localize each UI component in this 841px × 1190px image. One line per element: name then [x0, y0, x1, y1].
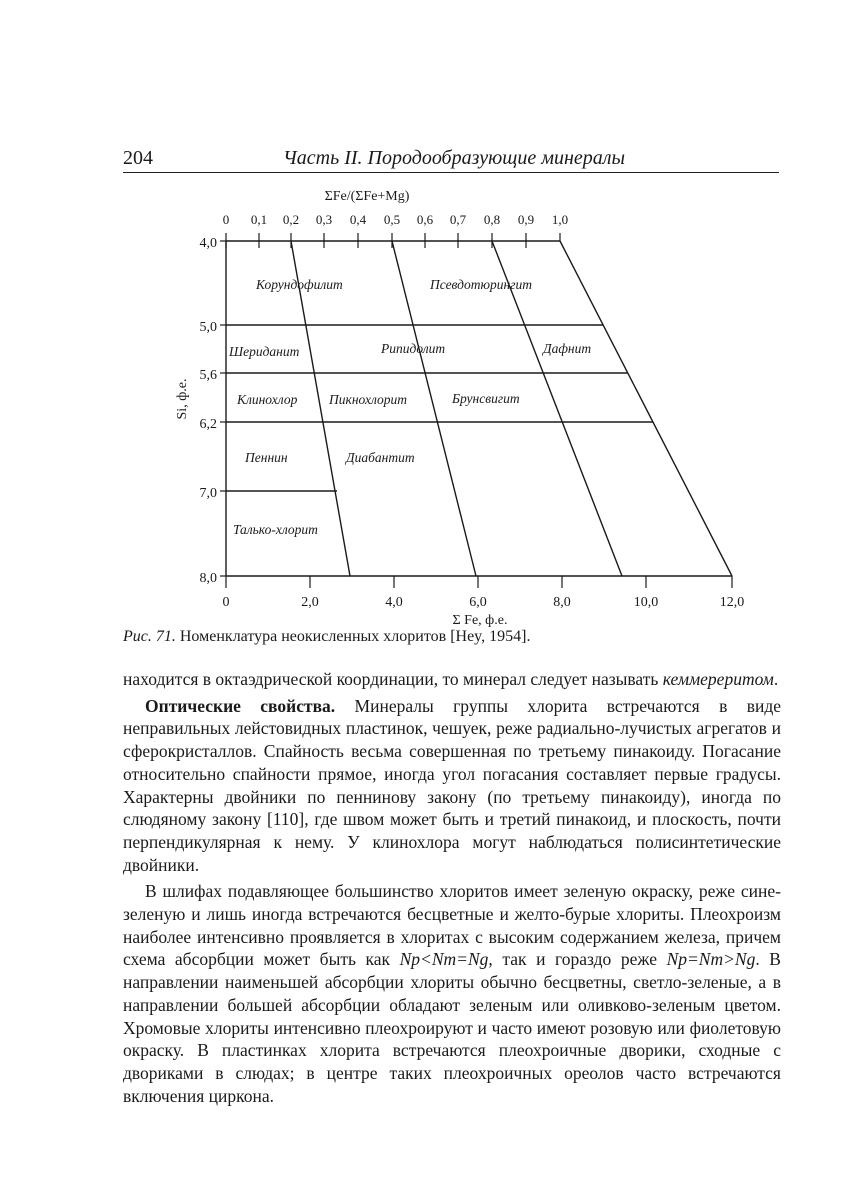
top-tick-label: 0,8	[483, 212, 501, 227]
running-title: Часть II. Породообразующие минералы	[283, 147, 626, 169]
top-axis-tick-labels	[223, 212, 568, 227]
field-label-brunsvigit: Брунсвигит	[452, 391, 520, 406]
top-tick-label: 0	[222, 212, 230, 227]
field-label-sheridanit: Шериданит	[229, 344, 300, 359]
top-tick-label: 0,4	[349, 212, 367, 227]
y-tick-label: 7,0	[199, 486, 217, 501]
figure-caption-text: Номенклатура неокисленных хлоритов [Hey, 1954].	[175, 628, 531, 645]
y-tick-label: 8,0	[199, 571, 217, 586]
paragraph-text: .	[773, 669, 779, 689]
y-tick-label: 6,2	[199, 417, 217, 432]
paragraph-text: В шлифах подавляющее большинство хлоритов имеет зеленую окраску, реже сине-зеленую и лишь иногда встречаются бесцветные и желто-бурые хлориты. Плеохроизм наиболее интенсивно проявляется в хлоритах с высоким содержанием железа, причем схема абсорбции может быть как	[123, 881, 781, 970]
page-number: 204	[123, 147, 153, 169]
x-tick-label: 12,0	[719, 595, 745, 610]
field-label-korundofilit: Корундофилит	[256, 277, 343, 292]
top-tick-label: 0,7	[449, 212, 467, 227]
y-axis-title: Si, ф.е.	[175, 378, 190, 420]
paragraph-1	[123, 668, 781, 691]
x-tick-label: 0	[222, 595, 230, 610]
field-label-klinokhlor: Клинохлор	[237, 392, 298, 407]
y-tick-label: 5,6	[199, 368, 217, 383]
field-label-ripidolit: Рипидолит	[381, 341, 446, 356]
x-tick-label: 10,0	[633, 595, 659, 610]
x-tick-label: 6,0	[469, 595, 487, 610]
paragraph-pleochroism	[123, 880, 781, 1107]
paragraph-text: , так и гораздо реже	[488, 949, 667, 970]
top-tick-label: 0,2	[282, 212, 300, 227]
x-tick-label: 8,0	[553, 595, 571, 610]
field-label-piknokhlorit: Пикнохлорит	[329, 392, 408, 407]
x-axis-ticks	[226, 576, 732, 588]
y-tick-label: 4,0	[199, 236, 217, 251]
top-tick-label: 1,0	[551, 212, 569, 227]
paragraph-optical-properties	[123, 695, 781, 877]
top-tick-label: 0,3	[315, 212, 333, 227]
field-label-dafnit: Дафнит	[543, 341, 592, 356]
formula: Np=Nm>Ng	[666, 949, 756, 970]
field-label-pennin: Пеннин	[245, 450, 288, 465]
x-tick-label: 2,0	[301, 595, 319, 610]
figure-label: Рис. 71.	[123, 628, 176, 645]
paragraph-text: находится в октаэдрической координации, то минерал следует называть	[123, 669, 663, 689]
section-heading: Оптические свойства.	[145, 695, 336, 716]
x-axis-title: Σ Fe, ф.е.	[452, 613, 508, 628]
x-axis-tick-labels	[223, 595, 745, 610]
field-label-talko-khlorit: Талько-хлорит	[233, 522, 318, 537]
x-tick-label: 4,0	[385, 595, 403, 610]
figure-caption	[123, 628, 530, 646]
top-tick-label: 0,6	[416, 212, 434, 227]
field-label-psevdoturingit: Псевдотюрингит	[430, 277, 532, 292]
field-label-diabantit: Диабантит	[346, 450, 415, 465]
field-labels	[228, 277, 591, 537]
term-kemmererit: кеммереритом	[662, 669, 774, 689]
paragraph-text: Минералы группы хлорита встречаются в виде неправильных лейстовидных пластинок, чешуек, реже радиально-лучистых агрегатов и сферокристаллов. Спайность весьма совершенная по третьему пинакоиду. Погасание относительно спайности прямое, иногда угол погасания составляет первые градусы. Характерны двойники по пеннинову закону (по третьему пинакоиду), иногда по слюдяному закону [110], где швом может быть и третий пинакоид, и плоскость, почти перпендикулярная к нему. У клинохлора могут наблюдаться полисинтетические двойники.	[123, 695, 782, 875]
y-axis-tick-labels	[200, 236, 218, 586]
top-axis-title: ΣFe/(ΣFe+Mg)	[324, 189, 410, 204]
formula: Np<Nm=Ng	[399, 949, 489, 970]
y-axis-ticks	[220, 241, 226, 576]
body-text	[123, 668, 781, 1107]
top-tick-label: 0,5	[383, 212, 401, 227]
top-tick-label: 0,9	[517, 212, 535, 227]
boundary-right	[560, 241, 732, 576]
paragraph-text: . В направлении наименьшей абсорбции хлориты обычно бесцветны, светло-зеленые, а в направлении большей абсорбции обладают зеленым или оливково-зеленым цветом. Хромовые хлориты интенсивно плеохроируют и часто имеют розовую или фиолетовую окраску. В пластинках хлорита встречаются плеохроичные дворики, сходные с двориками в слюдах; в центре таких плеохроичных ореолов часто встречаются включения циркона.	[123, 949, 781, 1106]
top-tick-label: 0,1	[250, 212, 268, 227]
y-tick-label: 5,0	[199, 320, 217, 335]
